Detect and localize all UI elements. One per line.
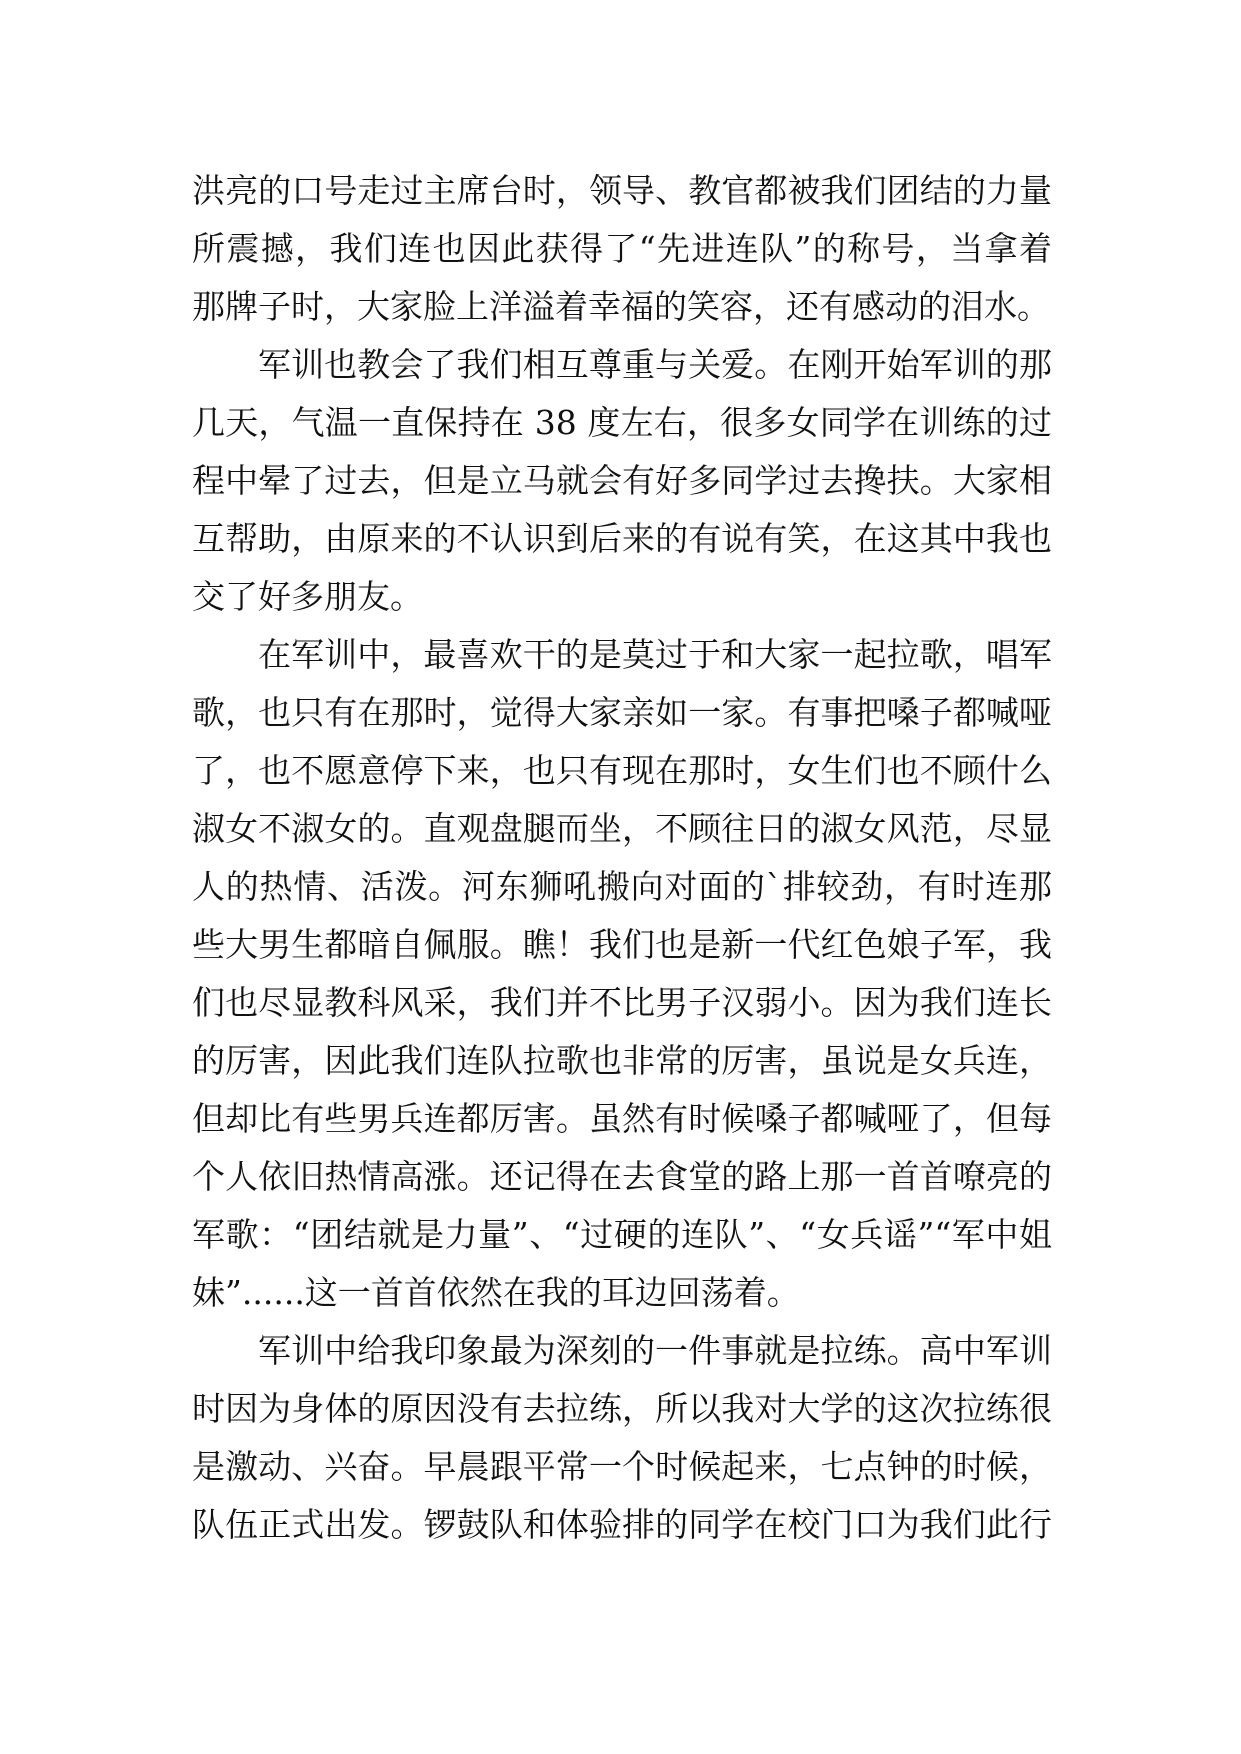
paragraph-1-line-1: 洪亮的口号走过主席台时，领导、教官都被我们团结的力量: [192, 171, 1052, 210]
paragraph-3-line-3: 了，也不愿意停下来，也只有现在那时，女生们也不顾什么: [192, 751, 1052, 790]
paragraph-1-line-3: 那牌子时，大家脸上洋溢着幸福的笑容，还有感动的泪水。: [192, 287, 1050, 326]
paragraph-3-line-9: 但却比有些男兵连都厉害。虽然有时候嗓子都喊哑了，但每: [192, 1099, 1052, 1138]
paragraph-3-line-8: 的厉害，因此我们连队拉歌也非常的厉害，虽说是女兵连，: [192, 1041, 1052, 1080]
paragraph-4-line-4: 队伍正式出发。锣鼓队和体验排的同学在校门口为我们此行: [192, 1505, 1052, 1544]
paragraph-1-line-2: 所震撼，我们连也因此获得了“先进连队”的称号，当拿着: [192, 229, 1052, 268]
paragraph-3-line-10: 个人依旧热情高涨。还记得在去食堂的路上那一首首嘹亮的: [192, 1157, 1052, 1196]
paragraph-3-line-6: 些大男生都暗自佩服。瞧！我们也是新一代红色娘子军，我: [192, 925, 1052, 964]
paragraph-2-line-5: 交了好多朋友。: [192, 577, 423, 616]
paragraph-2-line-1: 军训也教会了我们相互尊重与关爱。在刚开始军训的那: [258, 345, 1052, 384]
paragraph-4-line-1: 军训中给我印象最为深刻的一件事就是拉练。高中军训: [258, 1331, 1052, 1370]
paragraph-3-line-12: 妹”......这一首首依然在我的耳边回荡着。: [192, 1273, 800, 1312]
paragraph-4-line-2: 时因为身体的原因没有去拉练，所以我对大学的这次拉练很: [192, 1389, 1052, 1428]
paragraph-3-line-7: 们也尽显教科风采，我们并不比男子汉弱小。因为我们连长: [192, 983, 1052, 1022]
paragraph-4-line-3: 是激动、兴奋。早晨跟平常一个时候起来，七点钟的时候，: [192, 1447, 1052, 1486]
paragraph-3-line-4: 淑女不淑女的。直观盘腿而坐，不顾往日的淑女风范，尽显: [192, 809, 1052, 848]
paragraph-2-line-3: 程中晕了过去，但是立马就会有好多同学过去搀扶。大家相: [192, 461, 1052, 500]
paragraph-2-line-2: 几天，气温一直保持在 38 度左右，很多女同学在训练的过: [192, 403, 1052, 442]
paragraph-3-line-5: 人的热情、活泼。河东狮吼搬向对面的`排较劲，有时连那: [192, 867, 1052, 906]
paragraph-3-line-1: 在军训中，最喜欢干的是莫过于和大家一起拉歌，唱军: [258, 635, 1052, 674]
paragraph-3-line-2: 歌，也只有在那时，觉得大家亲如一家。有事把嗓子都喊哑: [192, 693, 1052, 732]
paragraph-3-line-11: 军歌：“团结就是力量”、“过硬的连队”、“女兵谣”“军中姐: [192, 1215, 1052, 1254]
paragraph-2-line-4: 互帮助，由原来的不认识到后来的有说有笑，在这其中我也: [192, 519, 1052, 558]
